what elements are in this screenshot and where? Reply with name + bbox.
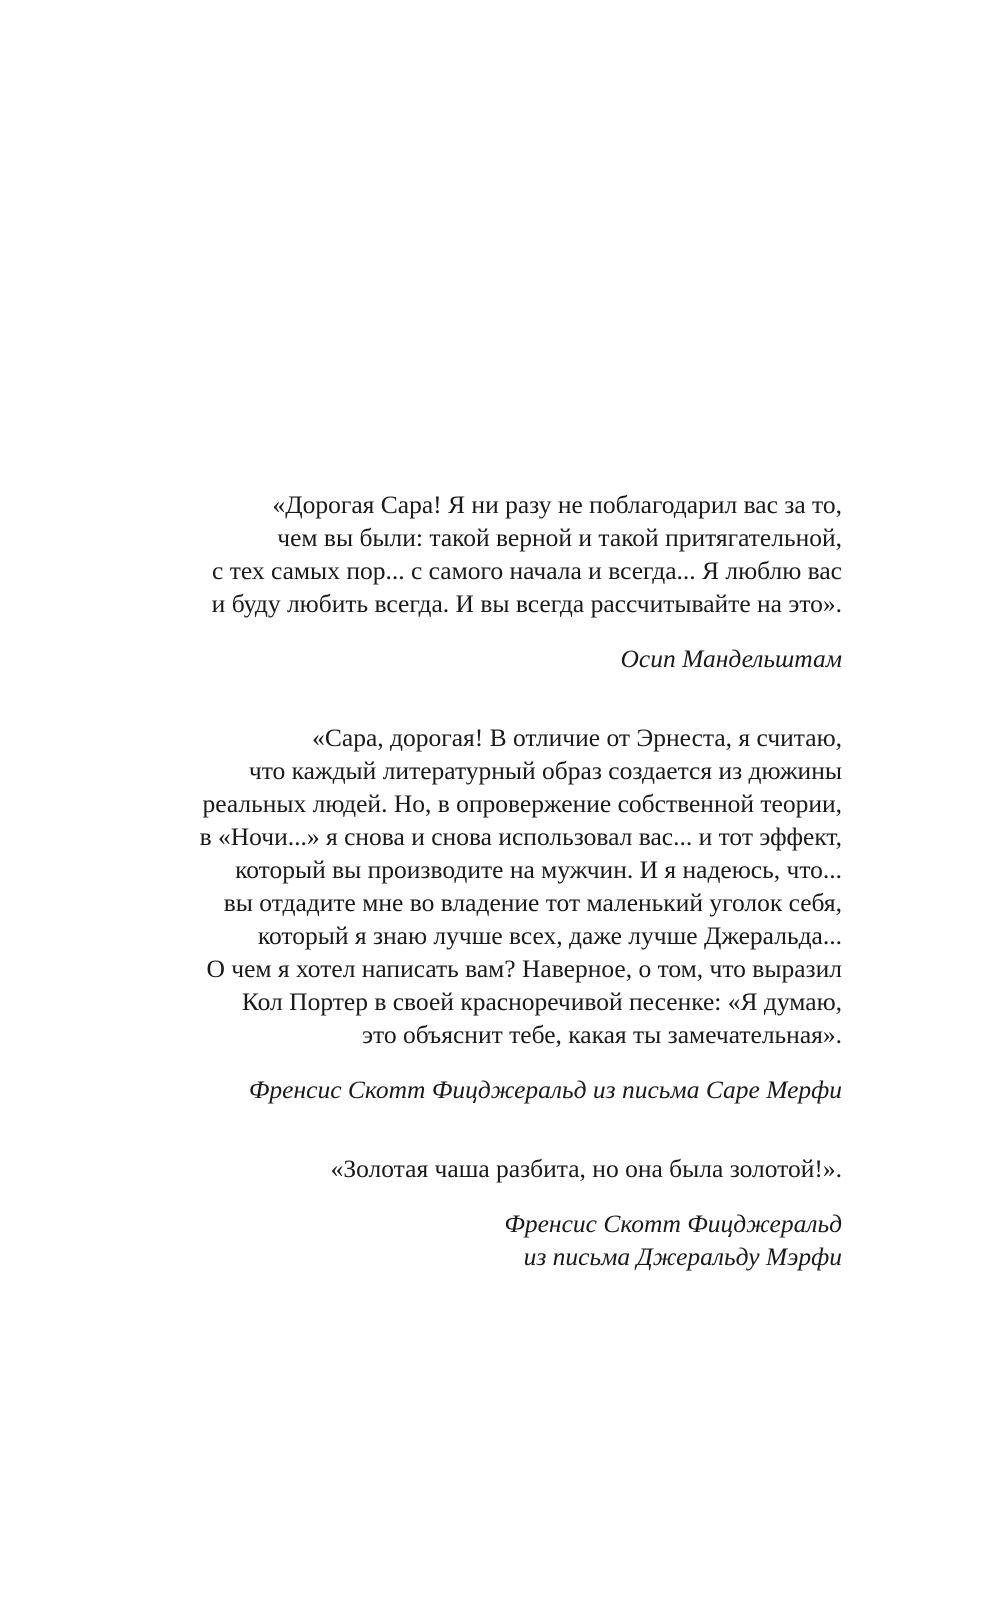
epigraph-block <box>122 488 842 1273</box>
quote-line: который вы производите на мужчин. И я надеюсь, что... <box>235 855 842 884</box>
attribution-line: Френсис Скотт Фицджеральд из письма Саре Мерфи <box>248 1075 842 1104</box>
quote-line: Кол Портер в своей красноречивой песенке: «Я думаю, <box>241 987 842 1016</box>
epigraph-quote <box>122 1152 842 1185</box>
quote-line: который я знаю лучше всех, даже лучше Джеральда... <box>257 921 842 950</box>
quote-line: в «Ночи...» я снова и снова использовал вас... и тот эффект, <box>199 822 842 851</box>
quote-line: с тех самых пор... с самого начала и всегда... Я люблю вас <box>212 556 842 585</box>
quote-line: «Дорогая Сара! Я ни разу не поблагодарил вас за то, <box>272 490 842 519</box>
quote-line: что каждый литературный образ создается из дюжины <box>248 756 842 785</box>
quote-line: и буду любить всегда. И вы всегда рассчитывайте на это». <box>211 589 842 618</box>
quote-line: реальных людей. Но, в опровержение собственной теории, <box>202 789 842 818</box>
epigraph-quote <box>122 721 842 1051</box>
epigraph-quote <box>122 488 842 620</box>
epigraph-1 <box>122 488 842 675</box>
epigraph-3 <box>122 1152 842 1273</box>
epigraph-attribution <box>122 1073 842 1106</box>
quote-line: «Золотая чаша разбита, но она была золотой!». <box>330 1154 842 1183</box>
quote-line: вы отдадите мне во владение тот маленький уголок себя, <box>223 888 842 917</box>
quote-line: это объяснит тебе, какая ты замечательная». <box>362 1020 842 1049</box>
attribution-line: Осип Мандельштам <box>620 644 842 673</box>
quote-line: «Сара, дорогая! В отличие от Эрнеста, я считаю, <box>312 723 842 752</box>
epigraph-attribution <box>122 642 842 675</box>
quote-line: чем вы были: такой верной и такой притягательной, <box>277 523 842 552</box>
attribution-line: Френсис Скотт Фицджеральд <box>504 1209 842 1238</box>
quote-line: О чем я хотел написать вам? Наверное, о том, что выразил <box>206 954 842 983</box>
epigraph-attribution <box>122 1207 842 1273</box>
epigraph-2 <box>122 721 842 1106</box>
attribution-line: из письма Джеральду Мэрфи <box>523 1242 842 1271</box>
